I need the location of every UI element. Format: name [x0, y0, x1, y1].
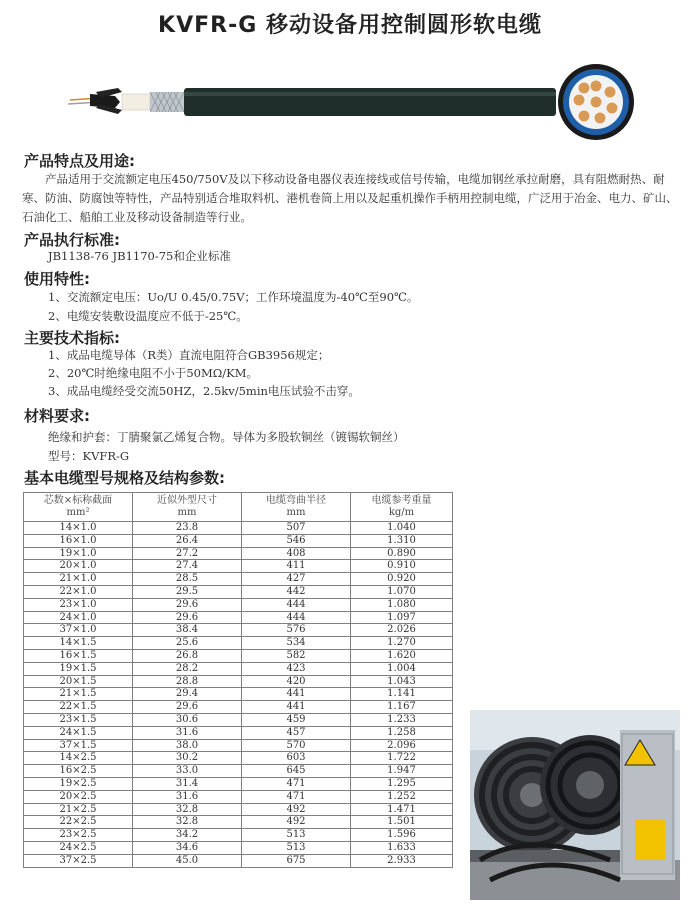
- table-row: [24, 777, 453, 790]
- cell-diameter: 31.4: [133, 777, 242, 790]
- cell-bend-radius: 441: [242, 701, 351, 714]
- cell-cores: 16×1.5: [24, 649, 133, 662]
- table-row: [24, 547, 453, 560]
- cell-cores: 16×1.0: [24, 534, 133, 547]
- cell-diameter: 38.0: [133, 739, 242, 752]
- table-row: [24, 752, 453, 765]
- cell-diameter: 28.2: [133, 662, 242, 675]
- cell-bend-radius: 423: [242, 662, 351, 675]
- materials-item: 绝缘和护套：丁腈聚氯乙烯复合物。导体为多股软铜丝（镀锡软铜丝）: [48, 430, 405, 444]
- spec-table: [23, 492, 453, 868]
- table-row: [24, 713, 453, 726]
- cell-diameter: 28.5: [133, 573, 242, 586]
- table-row: [24, 790, 453, 803]
- cell-cores: 21×1.0: [24, 573, 133, 586]
- table-row: [24, 829, 453, 842]
- cell-weight: 2.026: [351, 624, 453, 637]
- cell-bend-radius: 603: [242, 752, 351, 765]
- usage-item: 2、电缆安装敷设温度应不低于-25℃。: [48, 309, 248, 323]
- cell-cores: 23×1.5: [24, 713, 133, 726]
- cell-cores: 24×2.5: [24, 841, 133, 854]
- cell-weight: 1.167: [351, 701, 453, 714]
- cell-weight: 0.910: [351, 560, 453, 573]
- cell-weight: 1.004: [351, 662, 453, 675]
- table-row: [24, 816, 453, 829]
- cell-diameter: 31.6: [133, 790, 242, 803]
- cell-cores: 22×2.5: [24, 816, 133, 829]
- cell-bend-radius: 427: [242, 573, 351, 586]
- cell-bend-radius: 441: [242, 688, 351, 701]
- cell-cores: 14×1.5: [24, 637, 133, 650]
- cell-diameter: 27.4: [133, 560, 242, 573]
- table-row: [24, 803, 453, 816]
- cell-diameter: 33.0: [133, 765, 242, 778]
- cell-diameter: 31.6: [133, 726, 242, 739]
- table-row: [24, 624, 453, 637]
- col-header-diameter: 近似外型尺寸 mm: [133, 493, 242, 522]
- cell-cores: 23×1.0: [24, 598, 133, 611]
- cell-cores: 20×1.5: [24, 675, 133, 688]
- table-row: [24, 739, 453, 752]
- table-row: [24, 585, 453, 598]
- table-row: [24, 726, 453, 739]
- specs-heading: 基本电缆型号规格及结构参数:: [24, 469, 225, 487]
- cell-weight: 1.070: [351, 585, 453, 598]
- table-row: [24, 637, 453, 650]
- cell-cores: 20×2.5: [24, 790, 133, 803]
- cell-cores: 14×2.5: [24, 752, 133, 765]
- table-row: [24, 649, 453, 662]
- standards-heading: 产品执行标准:: [24, 231, 120, 249]
- cell-cores: 14×1.0: [24, 522, 133, 535]
- cell-diameter: 29.6: [133, 701, 242, 714]
- table-row: [24, 675, 453, 688]
- table-row: [24, 598, 453, 611]
- cell-diameter: 25.6: [133, 637, 242, 650]
- col-header-bend-radius: 电缆弯曲半径 mm: [242, 493, 351, 522]
- materials-item: 型号：KVFR-G: [48, 449, 130, 463]
- cell-bend-radius: 492: [242, 816, 351, 829]
- cell-diameter: 29.6: [133, 611, 242, 624]
- table-row: [24, 560, 453, 573]
- cell-bend-radius: 675: [242, 854, 351, 867]
- cell-cores: 19×2.5: [24, 777, 133, 790]
- usage-item: 1、交流额定电压：Uo/U 0.45/0.75V；工作环境温度为-40℃至90℃。: [48, 290, 419, 304]
- cell-bend-radius: 492: [242, 803, 351, 816]
- cell-bend-radius: 582: [242, 649, 351, 662]
- table-row: [24, 534, 453, 547]
- cell-diameter: 23.8: [133, 522, 242, 535]
- cell-bend-radius: 420: [242, 675, 351, 688]
- table-row: [24, 688, 453, 701]
- cell-weight: 1.310: [351, 534, 453, 547]
- cable-reel-machine-photo: [470, 710, 680, 900]
- materials-heading: 材料要求:: [24, 407, 90, 425]
- cell-diameter: 29.6: [133, 598, 242, 611]
- cell-bend-radius: 471: [242, 777, 351, 790]
- cell-weight: 1.043: [351, 675, 453, 688]
- standards-text: JB1138-76 JB1170-75和企业标准: [48, 249, 231, 263]
- table-row: [24, 765, 453, 778]
- cell-cores: 23×2.5: [24, 829, 133, 842]
- cell-cores: 37×1.5: [24, 739, 133, 752]
- cable-illustration: [60, 62, 700, 142]
- tech-item: 2、20℃时绝缘电阻不小于50MΩ/KM。: [48, 366, 258, 380]
- table-row: [24, 841, 453, 854]
- table-row: [24, 701, 453, 714]
- cell-cores: 19×1.5: [24, 662, 133, 675]
- tech-item: 3、成品电缆经受交流50HZ，2.5kv/5min电压试验不击穿。: [48, 384, 360, 398]
- cell-bend-radius: 513: [242, 829, 351, 842]
- table-header-row: [24, 493, 453, 522]
- cell-bend-radius: 444: [242, 598, 351, 611]
- cell-diameter: 38.4: [133, 624, 242, 637]
- cell-weight: 2.096: [351, 739, 453, 752]
- cell-bend-radius: 570: [242, 739, 351, 752]
- cell-bend-radius: 513: [242, 841, 351, 854]
- cell-cores: 22×1.5: [24, 701, 133, 714]
- cell-diameter: 32.8: [133, 803, 242, 816]
- cell-bend-radius: 411: [242, 560, 351, 573]
- cell-diameter: 29.4: [133, 688, 242, 701]
- table-row: [24, 662, 453, 675]
- cell-bend-radius: 546: [242, 534, 351, 547]
- cell-weight: 1.501: [351, 816, 453, 829]
- table-row: [24, 573, 453, 586]
- tech-heading: 主要技术指标:: [24, 329, 120, 347]
- cell-diameter: 34.2: [133, 829, 242, 842]
- features-text: 产品适用于交流额定电压450/750V及以下移动设备电器仪表连接线或信号传输，电缆加钢丝承拉耐磨，具有阻燃耐热、耐寒、防油、防腐蚀等特性，产品特别适合堆取料机、港机卷筒上用以及起重机操作手柄用控制电缆，广泛用于冶金、电力、矿山、石油化工、船舶工业及移动设备制造等行业。: [22, 172, 678, 224]
- cell-bend-radius: 576: [242, 624, 351, 637]
- cell-cores: 19×1.0: [24, 547, 133, 560]
- cell-weight: 1.097: [351, 611, 453, 624]
- usage-heading: 使用特性:: [24, 270, 90, 288]
- cell-diameter: 34.6: [133, 841, 242, 854]
- cell-cores: 20×1.0: [24, 560, 133, 573]
- tech-item: 1、成品电缆导体（R类）直流电阻符合GB3956规定；: [48, 348, 330, 362]
- cell-bend-radius: 444: [242, 611, 351, 624]
- cell-weight: 1.233: [351, 713, 453, 726]
- cell-cores: 21×2.5: [24, 803, 133, 816]
- cell-bend-radius: 457: [242, 726, 351, 739]
- cell-weight: 1.252: [351, 790, 453, 803]
- cell-diameter: 26.8: [133, 649, 242, 662]
- cell-diameter: 30.2: [133, 752, 242, 765]
- cell-bend-radius: 471: [242, 790, 351, 803]
- cell-weight: 0.920: [351, 573, 453, 586]
- table-row: [24, 522, 453, 535]
- cell-diameter: 45.0: [133, 854, 242, 867]
- cell-weight: 1.270: [351, 637, 453, 650]
- cell-cores: 37×1.0: [24, 624, 133, 637]
- cell-weight: 1.080: [351, 598, 453, 611]
- cell-cores: 24×1.5: [24, 726, 133, 739]
- cell-bend-radius: 534: [242, 637, 351, 650]
- cell-bend-radius: 645: [242, 765, 351, 778]
- cell-weight: 1.258: [351, 726, 453, 739]
- cell-diameter: 26.4: [133, 534, 242, 547]
- cell-bend-radius: 408: [242, 547, 351, 560]
- table-row: [24, 854, 453, 867]
- cell-cores: 21×1.5: [24, 688, 133, 701]
- cell-diameter: 32.8: [133, 816, 242, 829]
- cell-cores: 24×1.0: [24, 611, 133, 624]
- cell-weight: 1.141: [351, 688, 453, 701]
- cell-weight: 1.620: [351, 649, 453, 662]
- cell-diameter: 29.5: [133, 585, 242, 598]
- cell-weight: 1.596: [351, 829, 453, 842]
- cell-diameter: 30.6: [133, 713, 242, 726]
- cell-weight: 2.933: [351, 854, 453, 867]
- cell-cores: 37×2.5: [24, 854, 133, 867]
- cell-weight: 0.890: [351, 547, 453, 560]
- cell-diameter: 28.8: [133, 675, 242, 688]
- col-header-cores: 芯数×标称截面 mm²: [24, 493, 133, 522]
- col-header-weight: 电缆参考重量 kg/m: [351, 493, 453, 522]
- cell-bend-radius: 442: [242, 585, 351, 598]
- cell-weight: 1.633: [351, 841, 453, 854]
- cell-weight: 1.295: [351, 777, 453, 790]
- cell-cores: 22×1.0: [24, 585, 133, 598]
- cell-bend-radius: 459: [242, 713, 351, 726]
- cell-diameter: 27.2: [133, 547, 242, 560]
- cell-cores: 16×2.5: [24, 765, 133, 778]
- cell-weight: 1.471: [351, 803, 453, 816]
- table-row: [24, 611, 453, 624]
- cell-weight: 1.722: [351, 752, 453, 765]
- cell-weight: 1.040: [351, 522, 453, 535]
- features-heading: 产品特点及用途:: [24, 152, 135, 170]
- cell-bend-radius: 507: [242, 522, 351, 535]
- cell-weight: 1.947: [351, 765, 453, 778]
- page-title: KVFR-G 移动设备用控制圆形软电缆: [158, 13, 542, 38]
